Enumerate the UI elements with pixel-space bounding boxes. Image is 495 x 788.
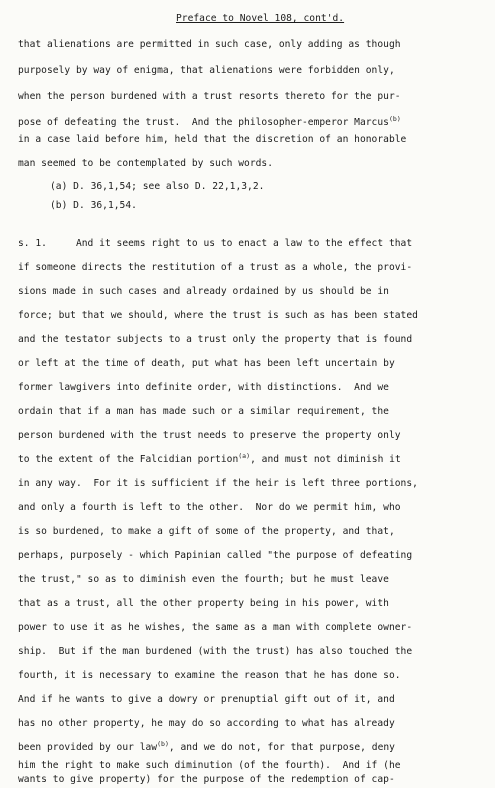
section-line: ordain that if a man has made such or a similar requirement, the [18, 406, 389, 417]
text-segment: , and must not diminish it [250, 454, 401, 465]
text-line: purposely by way of enigma, that alienations were forbidden only, [18, 65, 395, 76]
text-line: that alienations are permitted in such case, only adding as though [18, 39, 401, 50]
section-line [18, 742, 395, 754]
section-line: in any way. For it is sufficient if the heir is left three portions, [18, 478, 418, 489]
footnote-ref: (b) [388, 115, 401, 123]
section-line: perhaps, purposely - which Papinian called "the purpose of defeating [18, 550, 413, 561]
section-line: the trust," so as to diminish even the fourth; but he must leave [18, 574, 389, 585]
text-line [18, 117, 401, 129]
text-line: in a case laid before him, held that the discretion of an honorable [18, 134, 407, 145]
text-line: when the person burdened with a trust resorts thereto for the pur- [18, 91, 401, 102]
section-line: if someone directs the restitution of a trust as a whole, the provi- [18, 262, 413, 273]
section-line: force; but that we should, where the trust is such as has been stated [18, 310, 418, 321]
footnote-ref: (b) [157, 740, 169, 748]
section-line: or left at the time of death, put what has been left uncertain by [18, 358, 395, 369]
section-line: fourth, it is necessary to examine the reason that he has done so. [18, 670, 401, 681]
section-line: sions made in such cases and already ordained by us should be in [18, 286, 389, 297]
section-line: And if he wants to give a dowry or prenuptial gift out of it, and [18, 694, 395, 705]
section-line: ship. But if the man burdened (with the trust) has also touched the [18, 646, 413, 657]
section-line: wants to give property) for the purpose of the redemption of cap- [18, 774, 395, 785]
text-segment: pose of defeating the trust. And the philosopher-emperor Marcus [18, 117, 389, 128]
footnote: (b) D. 36,1,54. [50, 200, 137, 211]
section-line: has no other property, he may do so according to what has already [18, 718, 395, 729]
page-header: Preface to Novel 108, cont'd. [176, 13, 345, 24]
section-line: that as a trust, all the other property being in his power, with [18, 598, 389, 609]
text-line: man seemed to be contemplated by such words. [18, 158, 274, 169]
section-line: him the right to make such diminution (of the fourth). And if (he [18, 760, 401, 771]
text-segment: , and we do not, for that purpose, deny [168, 742, 395, 753]
section-line: s. 1. And it seems right to us to enact a law to the effect that [18, 238, 413, 249]
section-line: and the testator subjects to a trust only the property that is found [18, 334, 413, 345]
footnote-ref: (a) [238, 452, 251, 460]
section-line: power to use it as he wishes, the same as a man with complete owner- [18, 622, 413, 633]
section-line [18, 454, 401, 466]
footnote: (a) D. 36,1,54; see also D. 22,1,3,2. [50, 181, 265, 192]
section-line: person burdened with the trust needs to preserve the property only [18, 430, 401, 441]
section-line: former lawgivers into definite order, with distinctions. And we [18, 382, 389, 393]
text-segment: to the extent of the Falcidian portion [18, 454, 239, 465]
text-segment: been provided by our law [18, 742, 158, 753]
section-line: and only a fourth is left to the other. Nor do we permit him, who [18, 502, 401, 513]
section-line: is so burdened, to make a gift of some of the property, and that, [18, 526, 395, 537]
